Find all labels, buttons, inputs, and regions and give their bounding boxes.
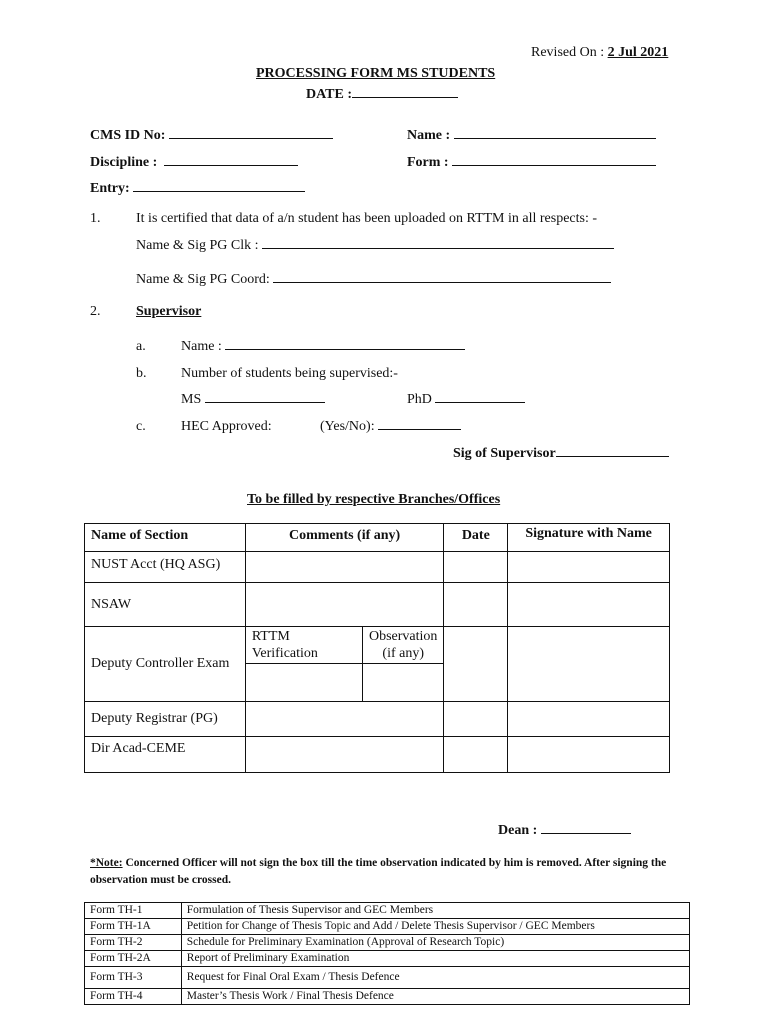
rttm-verification-cell[interactable] <box>246 664 363 701</box>
hec-approved-text: HEC Approved: <box>181 419 272 434</box>
hec-yes-no-line[interactable] <box>378 428 461 430</box>
forms-reference-table <box>84 902 690 1005</box>
pg-clk-field: Name & Sig PG Clk : <box>136 238 614 254</box>
supervisor-heading: Supervisor <box>136 304 202 319</box>
section-name: NUST Acct (HQ ASG) <box>85 552 246 583</box>
note-label: *Note: <box>90 857 123 869</box>
form-code: Form TH-3 <box>85 967 182 989</box>
sig-supervisor-field: Sig of Supervisor <box>453 446 669 462</box>
entry-field: Entry: <box>90 181 305 197</box>
form-description: Schedule for Preliminary Examination (Approval of Research Topic) <box>181 935 689 951</box>
date-cell[interactable] <box>444 627 508 702</box>
hec-yes-no-field: (Yes/No): <box>320 419 461 435</box>
comments-cell[interactable] <box>245 583 444 627</box>
date-cell[interactable] <box>444 736 508 772</box>
signature-cell[interactable] <box>508 627 670 702</box>
form-line[interactable] <box>452 164 656 166</box>
date-cell[interactable] <box>444 552 508 583</box>
rttm-verification: RTTM Verification <box>246 627 363 664</box>
table-row <box>85 951 690 967</box>
form-description: Master’s Thesis Work / Final Thesis Defence <box>181 989 689 1005</box>
pg-clk-line[interactable] <box>262 247 614 249</box>
cms-id-field: CMS ID No: <box>90 128 333 144</box>
discipline-line[interactable] <box>164 164 298 166</box>
branches-table <box>84 523 670 773</box>
table-row <box>85 627 670 702</box>
form-description: Report of Preliminary Examination <box>181 951 689 967</box>
table-row <box>85 736 670 772</box>
deputy-controller-subtable <box>246 627 444 701</box>
ms-count-line[interactable] <box>205 401 325 403</box>
item-b-label: b. <box>136 366 147 381</box>
date-field: DATE : <box>306 87 458 103</box>
form-description: Petition for Change of Thesis Topic and Add / Delete Thesis Supervisor / GEC Members <box>181 919 689 935</box>
branches-heading: To be filled by respective Branches/Offices <box>247 492 501 507</box>
table-row <box>85 919 690 935</box>
signature-cell[interactable] <box>508 701 670 736</box>
supervisor-name-field: Name : <box>181 339 465 355</box>
col-comments: Comments (if any) <box>245 524 444 552</box>
phd-count-field: PhD <box>407 392 525 408</box>
form-title: PROCESSING FORM MS STUDENTS <box>256 66 496 81</box>
table-row <box>85 989 690 1005</box>
section-name: Deputy Registrar (PG) <box>85 701 246 736</box>
col-date: Date <box>444 524 508 552</box>
observation-cell[interactable] <box>363 664 444 701</box>
name-field: Name : <box>407 128 656 144</box>
form-code: Form TH-1A <box>85 919 182 935</box>
form-field: Form : <box>407 155 656 171</box>
branches-header-row <box>85 524 670 552</box>
date-cell[interactable] <box>444 701 508 736</box>
table-row <box>85 552 670 583</box>
cms-id-line[interactable] <box>169 137 333 139</box>
discipline-field: Discipline : <box>90 155 298 171</box>
pg-coord-line[interactable] <box>273 281 611 283</box>
ms-count-field: MS <box>181 392 325 408</box>
comments-cell[interactable] <box>245 701 444 736</box>
date-cell[interactable] <box>444 583 508 627</box>
section-name: NSAW <box>85 583 246 627</box>
name-line[interactable] <box>454 137 656 139</box>
entry-line[interactable] <box>133 190 305 192</box>
dean-field: Dean : <box>498 823 631 839</box>
signature-cell[interactable] <box>508 736 670 772</box>
signature-cell[interactable] <box>508 552 670 583</box>
table-row <box>85 583 670 627</box>
revised-on: Revised On : 2 Jul 2021 <box>531 45 669 60</box>
comments-cell[interactable] <box>245 736 444 772</box>
table-row <box>85 903 690 919</box>
observation-if-any: Observation (if any) <box>363 627 444 664</box>
section-name: Deputy Controller Exam <box>85 627 246 702</box>
comments-cell <box>245 627 444 702</box>
section-name: Dir Acad-CEME <box>85 736 246 772</box>
section2-number: 2. <box>90 304 101 319</box>
item-c-label: c. <box>136 419 146 434</box>
form-description: Request for Final Oral Exam / Thesis Defence <box>181 967 689 989</box>
col-name-of-section: Name of Section <box>85 524 246 552</box>
phd-count-line[interactable] <box>435 401 525 403</box>
revised-date: 2 Jul 2021 <box>607 45 669 60</box>
students-supervised-text: Number of students being supervised:- <box>181 366 398 381</box>
form-description: Formulation of Thesis Supervisor and GEC Members <box>181 903 689 919</box>
section1-number: 1. <box>90 211 101 226</box>
note-text: Concerned Officer will not sign the box till the time observation indicated by him is removed. After signing the observation must be crossed. <box>90 857 667 886</box>
section1-text: It is certified that data of a/n student has been uploaded on RTTM in all respects: - <box>136 211 598 226</box>
col-signature: Signature with Name <box>508 524 670 552</box>
item-a-label: a. <box>136 339 146 354</box>
signature-cell[interactable] <box>508 583 670 627</box>
table-row <box>85 701 670 736</box>
pg-coord-field: Name & Sig PG Coord: <box>136 272 611 288</box>
form-code: Form TH-4 <box>85 989 182 1005</box>
dean-line[interactable] <box>541 832 631 834</box>
supervisor-name-line[interactable] <box>225 348 465 350</box>
comments-cell[interactable] <box>245 552 444 583</box>
table-row <box>85 935 690 951</box>
date-line[interactable] <box>352 96 458 98</box>
form-code: Form TH-1 <box>85 903 182 919</box>
table-row <box>85 967 690 989</box>
note <box>90 855 690 889</box>
sig-supervisor-line[interactable] <box>556 455 669 457</box>
form-code: Form TH-2 <box>85 935 182 951</box>
form-code: Form TH-2A <box>85 951 182 967</box>
